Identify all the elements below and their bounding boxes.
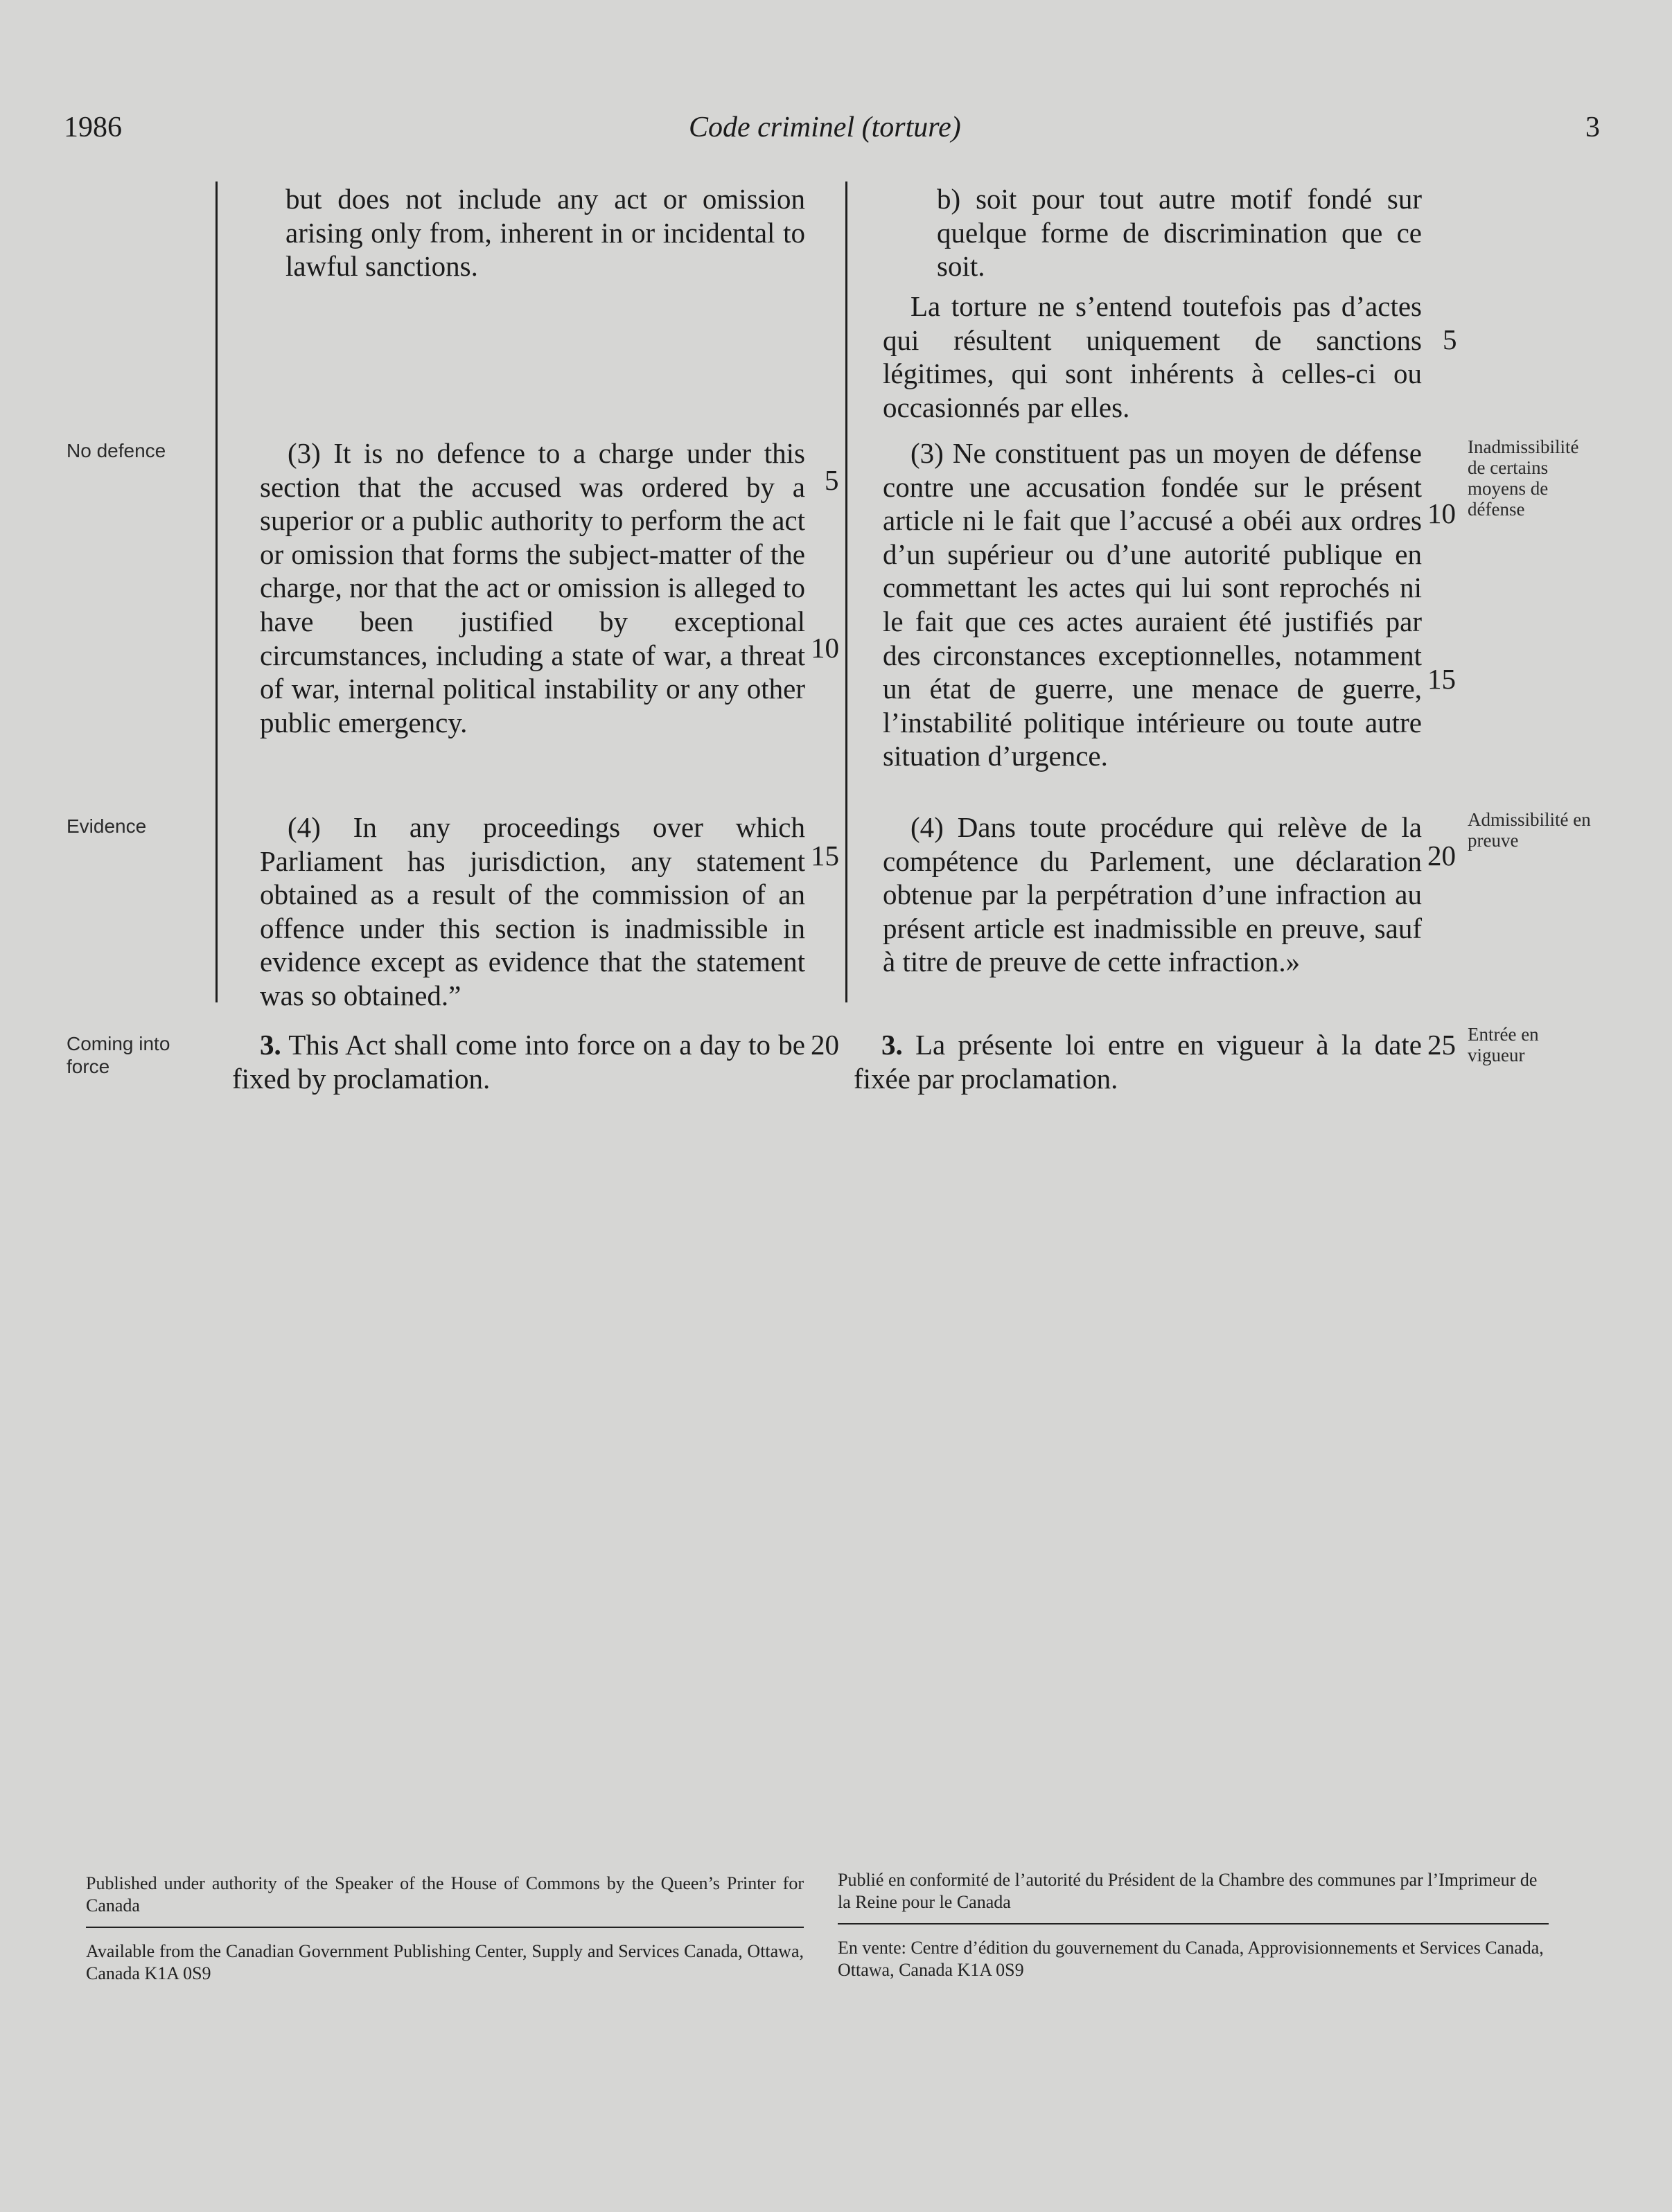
header-page-number: 3 — [1585, 112, 1600, 143]
english-sec3-number: 3. — [260, 1029, 281, 1061]
fr-line-number-25: 25 — [1427, 1029, 1456, 1061]
en-line-number-15: 15 — [811, 840, 839, 871]
note-admissibilite: Admissibilité en preuve — [1468, 809, 1591, 851]
header-title: Code criminel (torture) — [689, 112, 961, 143]
french-para-intro — [883, 290, 1422, 424]
note-inadmissibilite: Inadmissibilité de certains moyens de défense — [1468, 436, 1579, 520]
french-para-b — [937, 182, 1422, 283]
french-para-4-text: (4) Dans toute procédure qui relève de la compétence du Parlement, une déclaration obtenue par la perpétration d’une infraction au présent article est inadmissible en preuve, sauf à titre de preuve de cette infraction.» — [883, 811, 1422, 978]
english-para-4-text: (4) In any proceedings over which Parliament has jurisdiction, any statement obtained as a result of the commission of an offence under this section is inadmissible in evidence except as evidence that the statement was so obtained.” — [260, 811, 805, 1011]
footer-english — [86, 1873, 804, 1985]
french-intro-text: La torture ne s’entend toutefois pas d’actes qui résultent uniquement de sanctions légitimes, qui sont inhérents à celles-ci ou occasionnés par elles. — [883, 290, 1422, 423]
english-para-3 — [260, 436, 805, 739]
french-sec3-number: 3. — [881, 1029, 903, 1061]
en-line-number-5: 5 — [825, 464, 839, 496]
fr-line-number-5: 5 — [1443, 324, 1457, 355]
french-para-3-text: (3) Ne constituent pas un moyen de défense contre une accusation fondée sur le présent article ni le fait que l’accusé a obéi aux ordres d’un supérieur ou d’une autorité publique en commettant les actes qui lui sont reprochés ni le fait que ces actes auraient été justifiés par des circonstances exceptionnelles, notamment un état de guerre, une menace de guerre, l’instabilité politique intérieure ou toute autre situation d’urgence. — [883, 437, 1422, 772]
footer-en-divider — [86, 1927, 804, 1928]
left-column-rule — [215, 182, 218, 1002]
french-sec3-text: La présente loi entre en vigueur à la date fixée par proclamation. — [854, 1029, 1422, 1095]
french-para-4 — [883, 811, 1422, 979]
note-no-defence: No defence — [67, 440, 166, 461]
footer-en-published: Published under authority of the Speaker of the House of Commons by the Queen’s Printer for Canada — [86, 1873, 804, 1915]
fr-line-number-20: 20 — [1427, 840, 1456, 871]
fr-line-number-15: 15 — [1427, 663, 1456, 695]
note-coming-into-force: Coming into force — [67, 1033, 170, 1077]
english-para-4 — [260, 811, 805, 1013]
header-year: 1986 — [64, 112, 122, 143]
french-section-3 — [854, 1028, 1422, 1095]
en-line-number-10: 10 — [811, 632, 839, 664]
fr-line-number-10: 10 — [1427, 497, 1456, 529]
en-line-number-20: 20 — [811, 1029, 839, 1061]
french-para-3 — [883, 436, 1422, 773]
footer-french — [838, 1869, 1549, 1981]
footer-fr-published: Publié en conformité de l’autorité du Président de la Chambre des communes par l’Imprimeur de la Reine pour le Canada — [838, 1870, 1538, 1912]
english-para-intro — [285, 182, 805, 283]
english-sec3-text: This Act shall come into force on a day to be fixed by proclamation. — [232, 1029, 805, 1095]
footer-fr-available: En vente: Centre d’édition du gouvernement du Canada, Approvisionnements et Services Canada, Ottawa, Canada K1A 0S9 — [838, 1938, 1544, 1980]
english-section-3 — [232, 1028, 805, 1095]
footer-en-available: Available from the Canadian Government Publishing Center, Supply and Services Canada, Ottawa, Canada K1A 0S9 — [86, 1941, 804, 1983]
note-evidence: Evidence — [67, 815, 147, 837]
french-para-b-text: b) soit pour tout autre motif fondé sur quelque forme de discrimination que ce soit. — [937, 183, 1422, 283]
center-column-rule — [845, 182, 847, 1002]
english-intro-text: but does not include any act or omission arising only from, inherent in or incidental to lawful sanctions. — [285, 183, 805, 283]
english-para-3-text: (3) It is no defence to a charge under this section that the accused was ordered by a superior or a public authority to perform the act or omission that forms the subject-matter of the charge, nor that the act or omission is alleged to have been justified by exceptional circumstances, including a state of war, a threat of war, internal political instability or any other public emergency. — [260, 437, 805, 738]
note-entree-en-vigueur: Entrée en vigueur — [1468, 1024, 1539, 1065]
footer-fr-divider — [838, 1923, 1549, 1925]
